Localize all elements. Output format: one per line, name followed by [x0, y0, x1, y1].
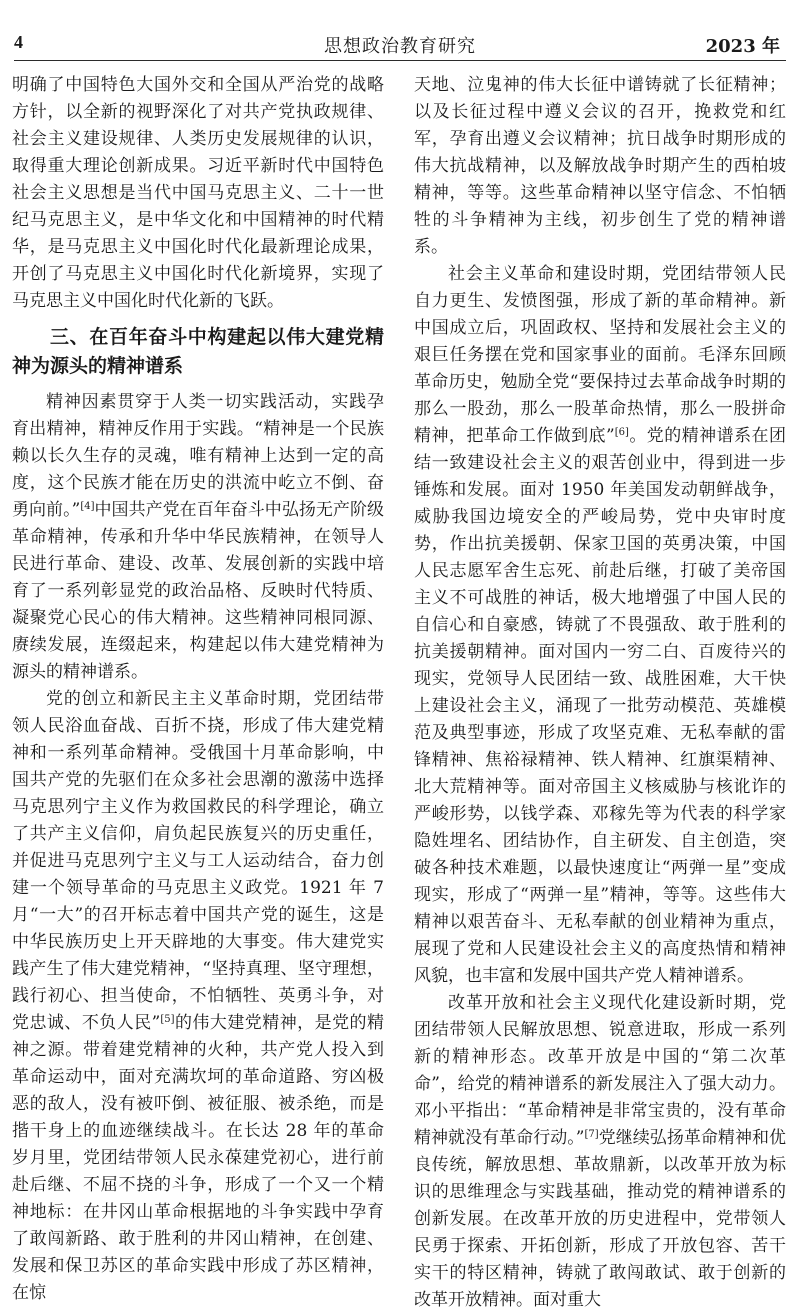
paragraph-reform-period	[414, 990, 786, 1314]
paragraph-text: 精神因素贯穿于人类一切实践活动，实践孕育出精神，精神反作用于实践。“精神是一个民族赖以长久生存的灵魂，唯有精神上达到一定的高度，这个民族才能在历史的洪流中屹立不倒、奋勇向前。”	[12, 392, 384, 520]
paragraph-text: 。党的精神谱系在团结一致建设社会主义的艰苦创业中，得到进一步锤炼和发展。面对 1950 年美国发动朝鲜战争，威胁我国边境安全的严峻局势，党中央审时度势，作出抗美援朝、保家卫国的英勇决策，中国人民志愿军舍生忘死、前赴后继，打破了美帝国主义不可战胜的神话，极大地增强了中国人民的自信心和自豪感，铸就了不畏强敌、敢于胜利的抗美援朝精神。面对国内一穷二白、百废待兴的现实，党领导人民团结一致、战胜困难，大干快上建设社会主义，涌现了一批劳动模范、英雄模范及典型事迹，形成了攻坚克难、无私奉献的雷锋精神、焦裕禄精神、铁人精神、红旗渠精神、北大荒精神等。面对帝国主义核威胁与核讹诈的严峻形势，以钱学森、邓稼先等为代表的科学家隐姓埋名、团结协作，自主研发、自主创造，突破各种技术难题，以最快速度让“两弹一星”变成现实，形成了“两弹一星”精神，等等。这些伟大精神以艰苦奋斗、无私奉献的创业精神为重点，展现了党和人民建设社会主义的高度热情和精神风貌，也丰富和发展中国共产党人精神谱系。	[414, 426, 786, 986]
citation-ref: [5]	[160, 1014, 175, 1025]
page-header	[14, 0, 786, 61]
journal-year: 2023 年	[705, 36, 780, 57]
right-column	[414, 72, 786, 1314]
paragraph-spirit-factors	[12, 389, 384, 686]
journal-title: 思想政治教育研究	[324, 36, 476, 57]
paragraph-text: 的伟大建党精神，是党的精神之源。带着建党精神的火种，共产党人投入到革命运动中，面对充满坎坷的革命道路、穷凶极恶的敌人，没有被吓倒、被征服、被杀绝，而是揩干身上的血迹继续战斗。在长达 28 年的革命岁月里，党团结带领人民永葆建党初心，进行前赴后继、不屈不挠的斗争，形成了一个又一个精神地标：在井冈山革命根据地的斗争实践中孕育了敢闯新路、敢于胜利的井冈山精神，在创建、发展和保卫苏区的革命实践中形成了苏区精神，在惊	[12, 1013, 384, 1303]
paragraph-text: 党的创立和新民主主义革命时期，党团结带领人民浴血奋战、百折不挠，形成了伟大建党精神和一系列革命精神。受俄国十月革命影响，中国共产党的先驱们在众多社会思潮的激荡中选择马克思列宁主义作为救国救民的科学理论，确立了共产主义信仰，肩负起民族复兴的历史重任，并促进马克思列宁主义与工人运动结合，奋力创建一个领导革命的马克思主义政党。1921 年 7 月“一大”的召开标志着中国共产党的诞生，这是中华民族历史上开天辟地的大事变。伟大建党实践产生了伟大建党精神，“坚持真理、坚守理想，践行初心、担当使命，不怕牺牲、英勇斗争，对党忠诚、不负人民”	[12, 689, 384, 1033]
paragraph-continued: 明确了中国特色大国外交和全国从严治党的战略方针，以全新的视野深化了对共产党执政规律、社会主义建设规律、人类历史发展规律的认识，取得重大理论创新成果。习近平新时代中国特色社会主义思想是当代中国马克思主义、二十一世纪马克思主义，是中华文化和中国精神的时代精华，是马克思主义中国化时代化最新理论成果，开创了马克思主义中国化时代化新境界，实现了马克思主义中国化时代化新的飞跃。	[12, 75, 384, 311]
paragraph-continued: 天地、泣鬼神的伟大长征中谱铸就了长征精神；以及长征过程中遵义会议的召开，挽救党和红军，孕育出遵义会议精神；抗日战争时期形成的伟大抗战精神，以及解放战争时期产生的西柏坡精神，等等。这些革命精神以坚守信念、不怕牺牲的斗争精神为主线，初步创生了党的精神谱系。	[414, 75, 786, 257]
section-heading: 三、在百年奋斗中构建起以伟大建党精神为源头的精神谱系	[12, 326, 384, 377]
page-number: 4	[14, 32, 23, 52]
paragraph-text: 社会主义革命和建设时期，党团结带领人民自力更生、发愤图强，形成了新的革命精神。新中国成立后，巩固政权、坚持和发展社会主义的艰巨任务摆在党和国家事业的面前。毛泽东回顾革命历史，勉励全党“要保持过去革命战争时期的那么一股劲，那么一股革命热情，那么一股拼命精神，把革命工作做到底”	[414, 264, 786, 446]
paragraph-text: 党继续弘扬革命精神和优良传统，解放思想、革故鼎新，以改革开放为标识的思维理念与实践基础，推动党的精神谱系的创新发展。在改革开放的历史进程中，党带领人民勇于探索、开拓创新，形成了开放包容、苦干实干的特区精神，铸就了敢闯敢试、敢于创新的改革开放精神。面对重大	[414, 1128, 786, 1310]
paragraph-text: 改革开放和社会主义现代化建设新时期，党团结带领人民解放思想、锐意进取，形成一系列新的精神形态。改革开放是中国的“第二次革命”，给党的精神谱系的新发展注入了强大动力。邓小平指出：“革命精神是非常宝贵的，没有革命精神就没有革命行动。”	[414, 993, 786, 1148]
left-column	[12, 72, 384, 1307]
paragraph-text: 中国共产党在百年奋斗中弘扬无产阶级革命精神，传承和升华中华民族精神，在领导人民进行革命、建设、改革、发展创新的实践中培育了一系列彰显党的政治品格、反映时代特质、凝聚党心民心的伟大精神。这些精神同根同源、赓续发展，连缀起来，构建起以伟大建党精神为源头的精神谱系。	[12, 500, 384, 682]
paragraph-construction-period	[414, 261, 786, 990]
citation-ref: [4]	[80, 501, 95, 512]
citation-ref: [7]	[584, 1129, 599, 1140]
paragraph-founding-period	[12, 686, 384, 1307]
citation-ref: [6]	[614, 427, 629, 438]
